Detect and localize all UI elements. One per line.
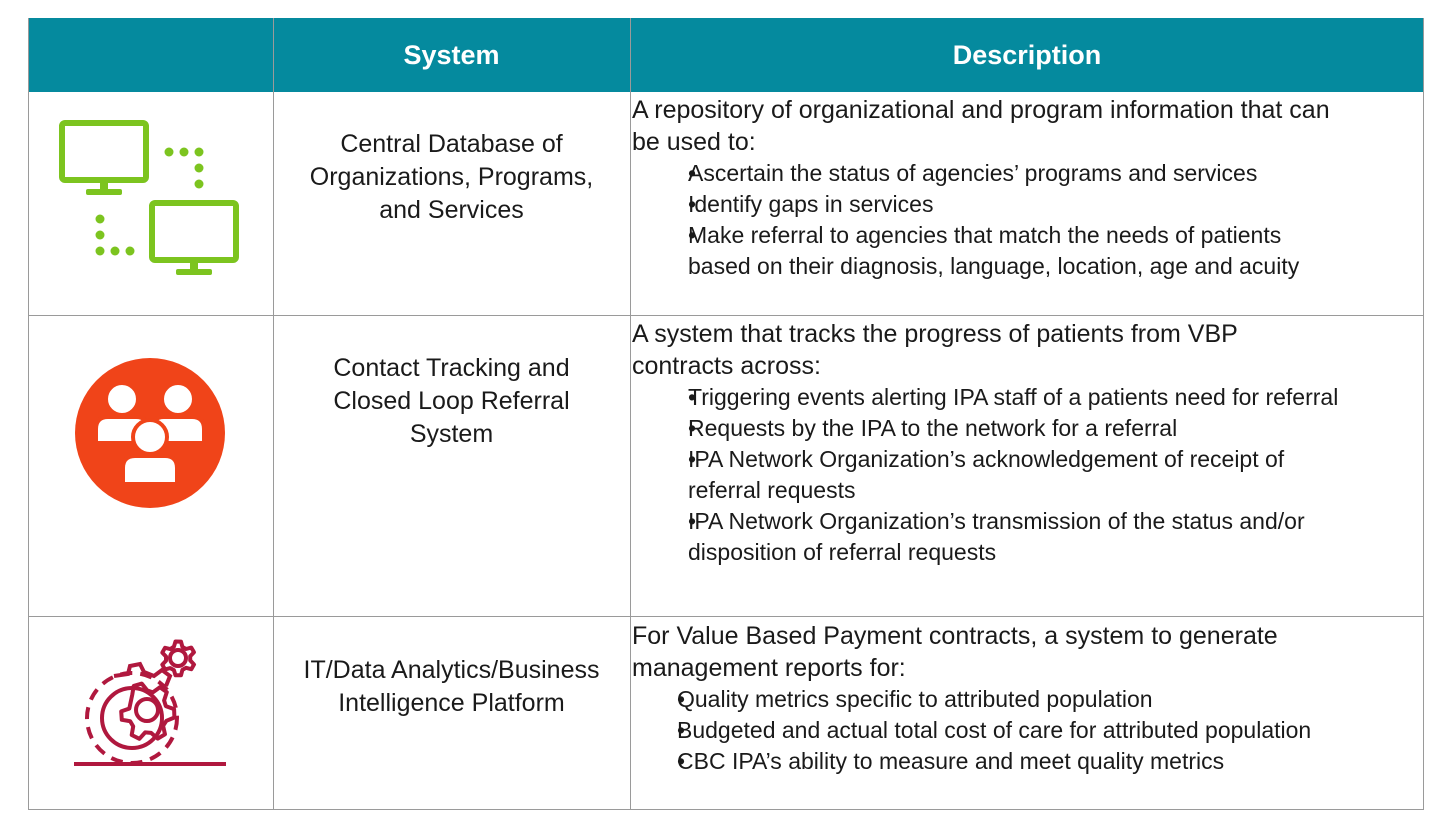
description: A repository of organizational and program information that can be used to: • Ascertain the status of agencies’ programs and services • Identify gaps in services • Make referral to agencies that match the needs of patients based on their diagnosis, language, location, age and acuity	[632, 94, 1422, 282]
table-header	[28, 18, 1424, 92]
table-border	[1423, 18, 1424, 810]
list-item: • Quality metrics specific to attributed population	[662, 684, 1422, 715]
table-border	[28, 809, 1424, 810]
row-divider	[28, 315, 1424, 316]
table-row	[28, 315, 1424, 616]
systems-table	[28, 18, 1424, 810]
system-name: Contact Tracking and Closed Loop Referral System	[333, 354, 570, 448]
gears-icon	[70, 628, 234, 775]
table-row	[28, 616, 1424, 810]
system-name: IT/Data Analytics/Business Intelligence Platform	[303, 656, 600, 717]
header-system: System	[403, 39, 500, 70]
list-item: • CBC IPA’s ability to measure and meet quality metrics	[662, 746, 1422, 777]
description: For Value Based Payment contracts, a system to generate management reports for: • Quality metrics specific to attributed population • Budgeted and actual total cost of care for attributed population • CBC IPA’s ability to measure and meet quality metrics	[632, 620, 1422, 777]
table-border	[28, 18, 29, 810]
list-item: • IPA Network Organization’s acknowledgement of receipt of referral requests	[662, 444, 1422, 506]
column-divider	[630, 18, 631, 810]
bullet-list	[662, 684, 1422, 777]
list-item: • Triggering events alerting IPA staff of a patients need for referral	[662, 382, 1422, 413]
column-divider	[273, 18, 274, 810]
bullet-list	[662, 382, 1422, 568]
list-item: • Ascertain the status of agencies’ programs and services	[668, 158, 1422, 189]
description: A system that tracks the progress of patients from VBP contracts across: • Triggering events alerting IPA staff of a patients need for referral • Requests by the IPA to the network for a referral • IPA Network Organization’s acknowledgement of receipt of referral requests • IPA Network Organization’s transmission of the status and/or disposition of referral requests	[632, 318, 1422, 568]
row-divider	[28, 616, 1424, 617]
list-item: • IPA Network Organization’s transmission of the status and/or disposition of referral requests	[662, 506, 1422, 568]
header-icon-column	[28, 18, 273, 92]
header-description: Description	[952, 39, 1102, 70]
bullet-list	[668, 158, 1422, 282]
computer-network-icon	[56, 118, 246, 283]
list-item: • Budgeted and actual total cost of care for attributed population	[662, 715, 1422, 746]
list-item: • Requests by the IPA to the network for a referral	[662, 413, 1422, 444]
list-item: • Make referral to agencies that match the needs of patients based on their diagnosis, language, location, age and acuity	[668, 220, 1422, 282]
list-item: • Identify gaps in services	[668, 189, 1422, 220]
table-row	[28, 92, 1424, 315]
system-name: Central Database of Organizations, Programs, and Services	[309, 130, 594, 224]
people-group-icon	[74, 357, 226, 514]
